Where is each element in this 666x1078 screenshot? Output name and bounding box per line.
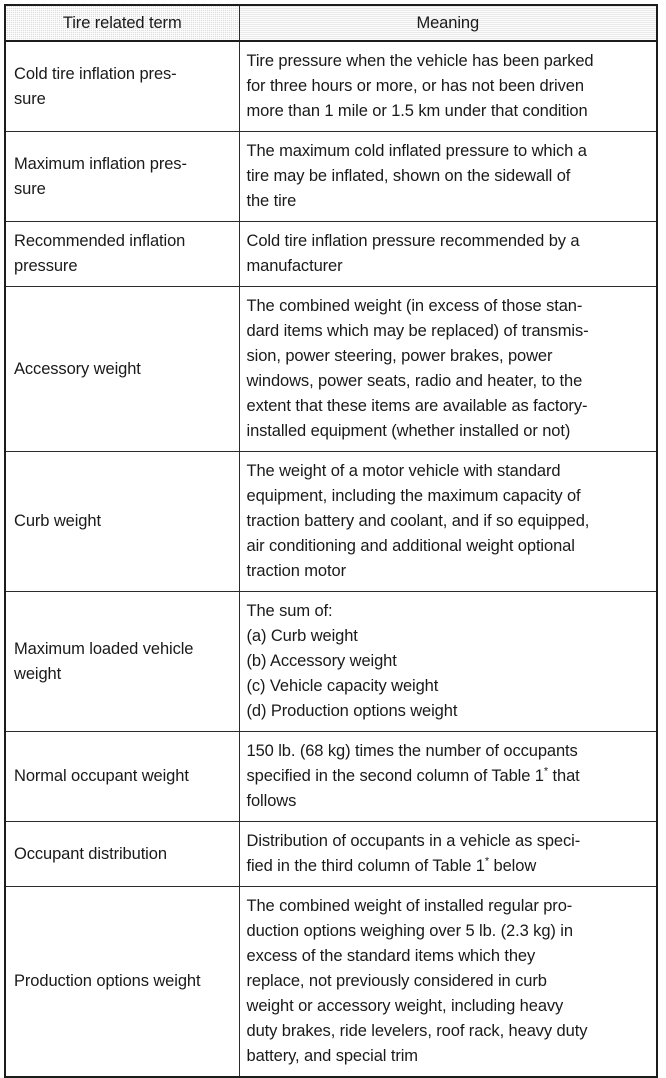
term-line: Cold tire inflation pres- xyxy=(14,64,177,83)
term-cell xyxy=(5,41,239,132)
term-line: Curb weight xyxy=(14,512,101,530)
meaning-line: for three hours or more, or has not been driven xyxy=(246,77,584,95)
term-line: pressure xyxy=(14,257,78,275)
term-cell xyxy=(5,132,239,222)
meaning-line: the tire xyxy=(246,192,297,210)
meaning-line: installed equipment (whether installed or not) xyxy=(246,422,571,440)
term-cell xyxy=(5,222,239,287)
meaning-cell xyxy=(239,887,657,1078)
table-header xyxy=(5,5,657,41)
table-row xyxy=(5,452,657,592)
meaning-line: replace, not previously considered in curb xyxy=(246,972,547,990)
term-line: Production options weight xyxy=(14,972,201,990)
term-cell xyxy=(5,592,239,732)
meaning-cell xyxy=(239,732,657,822)
term-line: Accessory weight xyxy=(14,359,141,378)
meaning-line: traction battery and coolant, and if so equipped, xyxy=(246,512,590,530)
meaning-line: The sum of: xyxy=(246,602,333,620)
meaning-line: manufacturer xyxy=(246,257,343,275)
table-row xyxy=(5,822,657,887)
table-row xyxy=(5,132,657,222)
term-line: Normal occupant weight xyxy=(14,767,189,785)
meaning-line: (d) Production options weight xyxy=(246,702,458,720)
term-line: sure xyxy=(14,89,46,108)
table-row xyxy=(5,41,657,132)
meaning-line: dard items which may be replaced) of transmis- xyxy=(246,322,589,340)
footnote-asterisk: * xyxy=(484,855,490,868)
meaning-line: fied in the third column of Table 1* below xyxy=(246,855,537,875)
meaning-line: traction motor xyxy=(246,562,346,580)
meaning-line: The weight of a motor vehicle with standard xyxy=(246,462,561,480)
term-cell xyxy=(5,732,239,822)
meaning-cell xyxy=(239,287,657,452)
table-row xyxy=(5,222,657,287)
meaning-line: follows xyxy=(246,792,297,810)
meaning-line: The combined weight (in excess of those stan- xyxy=(246,297,583,315)
meaning-cell xyxy=(239,132,657,222)
term-line: Recommended inflation xyxy=(14,232,186,250)
meaning-line: weight or accessory weight, including heavy xyxy=(246,997,564,1015)
meaning-cell xyxy=(239,222,657,287)
term-cell xyxy=(5,822,239,887)
meaning-line: sion, power steering, power brakes, power xyxy=(246,347,553,365)
meaning-line: equipment, including the maximum capacity of xyxy=(246,487,581,505)
table-body xyxy=(5,41,657,1077)
meaning-cell xyxy=(239,41,657,132)
table-row xyxy=(5,592,657,732)
tire-terminology-table xyxy=(4,4,658,1078)
meaning-line: Cold tire inflation pressure recommended by a xyxy=(246,232,580,250)
meaning-cell xyxy=(239,822,657,887)
term-line: weight xyxy=(14,664,62,683)
term-line: Maximum inflation pres- xyxy=(14,154,187,173)
meaning-line: Distribution of occupants in a vehicle as speci- xyxy=(246,832,581,850)
meaning-line: air conditioning and additional weight optional xyxy=(246,537,575,555)
term-line: Maximum loaded vehicle xyxy=(14,639,194,658)
meaning-line: The combined weight of installed regular pro- xyxy=(246,897,573,915)
meaning-line: battery, and special trim xyxy=(246,1047,418,1065)
meaning-line: duty brakes, ride levelers, roof rack, heavy duty xyxy=(246,1022,588,1040)
meaning-line: more than 1 mile or 1.5 km under that condition xyxy=(246,102,588,120)
table-header-row xyxy=(5,5,657,41)
table-row xyxy=(5,887,657,1078)
term-cell xyxy=(5,452,239,592)
meaning-line: duction options weighing over 5 lb. (2.3 kg) in xyxy=(246,922,573,940)
table-row xyxy=(5,732,657,822)
term-line: sure xyxy=(14,179,46,198)
meaning-line: The maximum cold inflated pressure to which a xyxy=(246,142,587,160)
term-cell xyxy=(5,287,239,452)
term-cell xyxy=(5,887,239,1078)
meaning-line: (b) Accessory weight xyxy=(246,652,397,670)
meaning-line: windows, power seats, radio and heater, to the xyxy=(246,372,583,390)
meaning-line: (c) Vehicle capacity weight xyxy=(246,677,439,695)
table-row xyxy=(5,287,657,452)
meaning-line: excess of the standard items which they xyxy=(246,947,536,965)
meaning-line: Tire pressure when the vehicle has been parked xyxy=(246,52,594,70)
meaning-line: tire may be inflated, shown on the sidewall of xyxy=(246,167,571,185)
term-line: Occupant distribution xyxy=(14,844,167,863)
meaning-line: (a) Curb weight xyxy=(246,627,358,645)
column-header-meaning: Meaning xyxy=(239,5,657,41)
footnote-asterisk: * xyxy=(543,765,549,778)
column-header-term: Tire related term xyxy=(5,5,239,41)
meaning-line: 150 lb. (68 kg) times the number of occupants xyxy=(246,742,578,760)
meaning-line: specified in the second column of Table 1* that xyxy=(246,765,580,785)
meaning-cell xyxy=(239,592,657,732)
meaning-cell xyxy=(239,452,657,592)
meaning-line: extent that these items are available as factory- xyxy=(246,397,588,415)
